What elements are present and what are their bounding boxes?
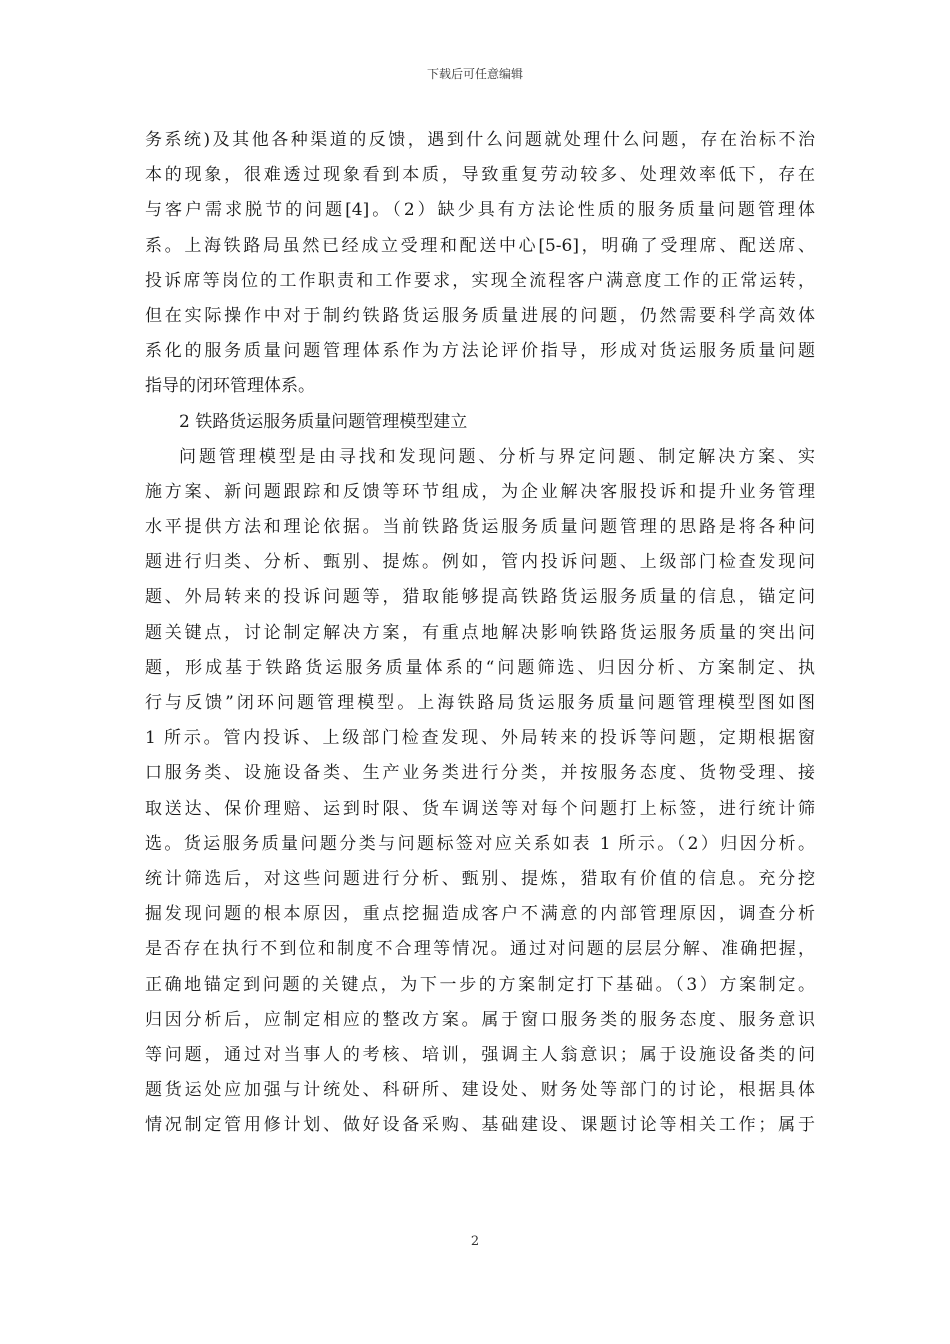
text-line: 是否存在执行不到位和制度不合理等情况。通过对问题的层层分解、准确把握， bbox=[145, 939, 815, 960]
text-line: 与客户需求脱节的问题[4]。（2）缺少具有方法论性质的服务质量问题管理体 bbox=[145, 200, 815, 221]
text-line: 指导的闭环管理体系。 bbox=[145, 376, 315, 397]
text-line: 题，形成基于铁路货运服务质量体系的“问题筛选、归因分析、方案制定、执 bbox=[145, 657, 815, 678]
page-header: 下载后可任意编辑 bbox=[426, 67, 523, 81]
text-line: 问题管理模型是由寻找和发现问题、分析与界定问题、制定解决方案、实 bbox=[179, 446, 815, 467]
text-line: 正确地锚定到问题的关键点，为下一步的方案制定打下基础。（3）方案制定。 bbox=[145, 974, 815, 995]
text-line: 题进行归类、分析、甄别、提炼。例如，管内投诉问题、上级部门检查发现问 bbox=[145, 552, 815, 573]
text-line: 题货运处应加强与计统处、科研所、建设处、财务处等部门的讨论，根据具体 bbox=[145, 1080, 815, 1101]
text-line: 等问题，通过对当事人的考核、培训，强调主人翁意识；属于设施设备类的问 bbox=[145, 1044, 815, 1065]
text-line: 题、外局转来的投诉问题等，猎取能够提高铁路货运服务质量的信息，锚定问 bbox=[145, 587, 815, 608]
text-line: 情况制定管用修计划、做好设备采购、基础建设、课题讨论等相关工作；属于 bbox=[145, 1115, 815, 1136]
text-line: 施方案、新问题跟踪和反馈等环节组成，为企业解决客服投诉和提升业务管理 bbox=[145, 481, 815, 502]
text-line: 水平提供方法和理论依据。当前铁路货运服务质量问题管理的思路是将各种问 bbox=[145, 517, 815, 538]
text-line: 取送达、保价理赔、运到时限、货车调送等对每个问题打上标签，进行统计筛 bbox=[145, 798, 815, 819]
text-line: 1 所示。管内投诉、上级部门检查发现、外局转来的投诉等问题，定期根据窗 bbox=[145, 728, 815, 749]
text-line: 题关键点，讨论制定解决方案，有重点地解决影响铁路货运服务质量的突出问 bbox=[145, 622, 815, 643]
text-line: 行与反馈”闭环问题管理模型。上海铁路局货运服务质量问题管理模型图如图 bbox=[145, 693, 815, 713]
section-heading: 2 铁路货运服务质量问题管理模型建立 bbox=[179, 411, 468, 432]
document-body bbox=[145, 123, 815, 1143]
paragraph-2 bbox=[145, 440, 815, 1144]
text-line: 统计筛选后，对这些问题进行分析、甄别、提炼，猎取有价值的信息。充分挖 bbox=[145, 868, 815, 889]
page-number: 2 bbox=[470, 1234, 480, 1249]
text-line: 系化的服务质量问题管理体系作为方法论评价指导，形成对货运服务质量问题 bbox=[145, 341, 815, 362]
paragraph-1 bbox=[145, 123, 815, 405]
text-line: 口服务类、设施设备类、生产业务类进行分类，并按服务态度、货物受理、接 bbox=[145, 763, 815, 784]
text-line: 归因分析后，应制定相应的整改方案。属于窗口服务类的服务态度、服务意识 bbox=[145, 1009, 815, 1030]
text-line: 本的现象，很难透过现象看到本质，导致重复劳动较多、处理效率低下，存在 bbox=[145, 165, 815, 186]
text-line: 但在实际操作中对于制约铁路货运服务质量进展的问题，仍然需要科学高效体 bbox=[145, 305, 815, 326]
text-line: 掘发现问题的根本原因，重点挖掘造成客户不满意的内部管理原因，调查分析 bbox=[145, 904, 815, 925]
text-line: 投诉席等岗位的工作职责和工作要求，实现全流程客户满意度工作的正常运转， bbox=[145, 270, 815, 291]
text-line: 系。上海铁路局虽然已经成立受理和配送中心[5-6]，明确了受理席、配送席、 bbox=[145, 235, 815, 256]
text-line: 选。货运服务质量问题分类与问题标签对应关系如表 1 所示。（2）归因分析。 bbox=[145, 833, 815, 854]
text-line: 务系统)及其他各种渠道的反馈，遇到什么问题就处理什么问题，存在治标不治 bbox=[145, 130, 815, 150]
